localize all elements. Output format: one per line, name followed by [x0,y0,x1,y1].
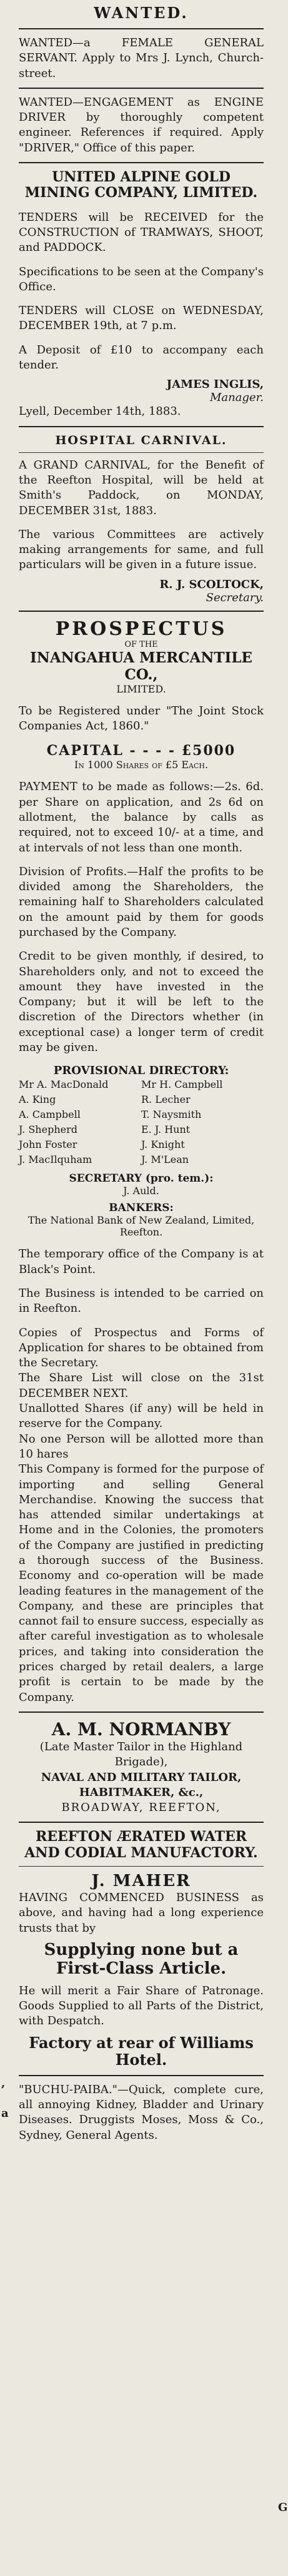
directors-left-column [19,1077,141,1167]
profit-division: Division of Profits.—Half the profits to be divided among the Shareholders, the remaining half to Shareholders calculated on the amount paid by them for goods purchased by the Company. [19,865,264,939]
left-column-edge [0,0,11,2576]
divider [19,426,264,427]
prospectus-limited: LIMITED. [116,682,166,695]
secretary-title: SECRETARY (pro. tem.): [69,1172,214,1185]
prospectus-copies: Copies of Prospectus and Forms of Application for shares to be obtained from the Secretary. [19,1326,264,1370]
shares-line: In 1000 Shares of £5 Each. [74,759,209,771]
carnival-body: A GRAND CARNIVAL, for the Benefit of the Reefton Hospital, will be held at Smith's Paddock, on MONDAY, DECEMBER 31st, 1883. [19,458,264,517]
advertisement-column [19,0,264,2143]
director-name: Mr H. Campbell [141,1078,223,1091]
buchu-paiba-ad: "BUCHU-PAIBA."—Quick, complete cure, all annoying Kidney, Bladder and Urinary Diseases. Druggists Moses, Moss & Co., Sydney, General Agents. [19,2082,264,2142]
aerated-body: HAVING COMMENCED BUSINESS as above, and having had a long experience trusts that by [19,1891,264,1935]
mining-company-title: UNITED ALPINE GOLD MINING COMPANY, LIMITED. [24,169,258,201]
aerated-proprietor: J. MAHER [91,1872,191,1891]
director-name: R. Lecher [141,1093,191,1106]
margin-fragment: a [1,2107,9,2120]
divider [19,452,264,453]
divider [19,2075,264,2076]
divider [19,1822,264,1823]
wanted-engine-driver-ad: WANTED—ENGAGEMENT as ENGINE DRIVER by thoroughly competent engineer. References if required. Apply "DRIVER," Office of this paper. [19,95,264,155]
carnival-signer-role: Secretary. [206,591,264,604]
mining-tenders: TENDERS will be RECEIVED for the CONSTRUCTION of TRAMWAYS, SHOOT, and PADDOCK. [19,210,264,255]
director-name: A. Campbell [19,1108,81,1121]
divider [19,28,264,29]
normanby-address: BROADWAY, REEFTON, [61,1801,221,1815]
director-name: A. King [19,1093,56,1106]
director-name: T. Naysmith [141,1108,202,1121]
bankers-name: The National Bank of New Zealand, Limited, Reefton. [27,1214,255,1239]
carnival-signer: R. J. SCOLTOCK, [159,577,264,591]
divider [19,1866,264,1867]
share-list-close: The Share List will close on the 31st DECEMBER NEXT. [19,1371,264,1400]
allotment-limit: No one Person will be allotted more than 10 hares [19,1432,264,1461]
director-name: J. MacIlquham [19,1154,92,1166]
bankers-title: BANKERS: [109,1202,174,1215]
company-purpose: This Company is formed for the purpose of importing and selling General Merchandise. Knowing the success that has attended similar undertakings at Home and in the Colonies, the promoters of the Company are justified in predicting a thorough success of the Business. Economy and co-operation will be made leading features in the management of the Company, and these are principles that cannot fail to ensure success, especially as after careful investigation as to wholesale prices, and taking into consideration the prices charged by retail dealers, a large profit is certain to be made by the Company. [19,1463,264,1704]
right-column-edge [277,0,288,2576]
wanted-header: WANTED. [94,4,189,22]
capital-line: CAPITAL - - - - £5000 [46,743,236,759]
director-name: J. M'Lean [141,1154,189,1166]
mining-signer-role: Manager. [209,391,264,405]
divider [19,1711,264,1713]
director-name: J. Shepherd [19,1123,77,1136]
divider [19,162,264,163]
mining-signer: JAMES INGLIS, [166,378,264,392]
directors-right-column [141,1077,264,1167]
margin-fragment: , [1,2077,6,2090]
prospectus-company: INANGAHUA MERCANTILE CO., [30,649,252,683]
divider [19,611,264,612]
capital-label: CAPITAL [46,743,124,759]
prospectus-title: PROSPECTUS [55,617,227,640]
prospectus-of-the: OF THE [124,639,158,649]
aerated-merit: He will merit a Fair Share of Patronage. Goods Supplied to all Parts of the District, with Despatch. [19,1984,264,2028]
director-list [19,1077,264,1167]
director-name: Mr A. MacDonald [19,1078,109,1091]
mining-deposit: A Deposit of £10 to accompany each tender. [19,343,264,372]
divider [19,88,264,89]
temporary-office: The temporary office of the Company is at Black's Point. [19,1247,264,1276]
aerated-factory: Factory at rear of Williams Hotel. [29,2033,254,2069]
directory-title: PROVISIONAL DIRECTORY: [53,1064,229,1078]
mining-closing: TENDERS will CLOSE on WEDNESDAY, DECEMBER 19th, at 7 p.m. [19,304,264,333]
credit-terms: Credit to be given monthly, if desired, to Shareholders only, and not to exceed the amount they have invested in the Company; but it will be left to the discretion of the Directors whether (in exceptional case) a longer term of credit may be given. [19,950,264,1055]
secretary-name: J. Auld. [123,1185,159,1197]
normanby-name: A. M. NORMANBY [51,1718,231,1740]
unallotted-shares: Unallotted Shares (if any) will be held in reserve for the Company. [19,1402,264,1431]
prospectus-registration: To be Registered under "The Joint Stock Companies Act, 1860." [19,704,264,733]
carnival-title: HOSPITAL CARNIVAL. [55,433,227,447]
aerated-slogan: Supplying none but a First-Class Article. [44,1940,239,1978]
normanby-late: (Late Master Tailor in the Highland Brigade), [39,1740,243,1769]
aerated-title: REEFTON ÆRATED WATER AND CODIAL MANUFACTORY. [24,1828,258,1861]
director-name: J. Knight [141,1138,185,1151]
director-name: E. J. Hunt [141,1123,191,1136]
margin-fragment: G [278,2501,288,2514]
normanby-trade: NAVAL AND MILITARY TAILOR, HABITMAKER, &c., [41,1770,242,1799]
capital-value: £5000 [181,743,236,759]
wanted-servant-ad: WANTED—a FEMALE GENERAL SERVANT. Apply to Mrs J. Lynch, Church-street. [19,36,264,80]
payment-terms: PAYMENT to be made as follows:—2s. 6d. per Share on application, and 2s 6d on allotment, the balance by calls as required, not to exceed 10/- at a time, and at intervals of not less than one month. [19,780,264,854]
director-name: John Foster [19,1138,77,1151]
carnival-committees: The various Committees are actively making arrangements for same, and full particulars will be given in a future issue. [19,527,264,572]
mining-date: Lyell, December 14th, 1883. [19,405,181,418]
business-location: The Business is intended to be carried on in Reefton. [19,1286,264,1316]
mining-specifications: Specifications to be seen at the Company's Office. [19,265,264,293]
